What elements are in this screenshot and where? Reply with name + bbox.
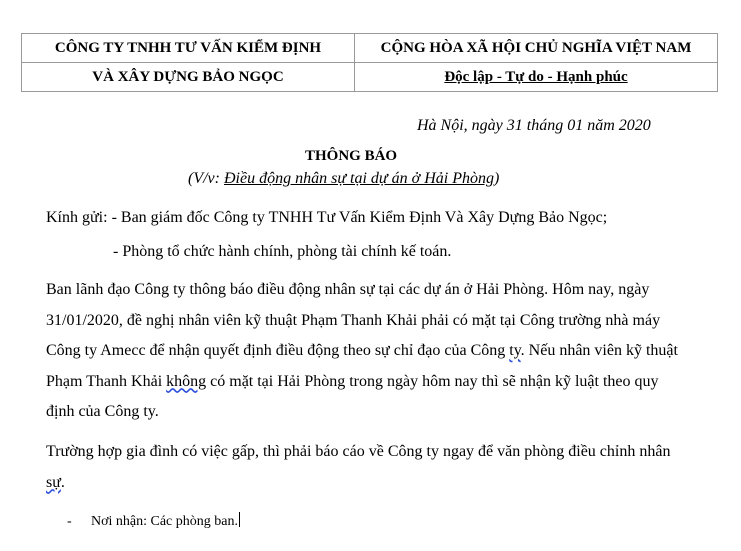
spellcheck-word-su: sự [46, 473, 61, 491]
p1-part-b: . Nếu nhân viên kỹ thuật Phạm Thanh Khải [46, 342, 678, 390]
text-cursor [239, 512, 240, 527]
company-name-line2: VÀ XÂY DỰNG BẢO NGỌC [22, 63, 355, 92]
footer-recipients-text: Nơi nhận: Các phòng ban. [91, 514, 238, 529]
p1-part-c: có mặt tại Hải Phòng trong ngày hôm nay thì sẽ nhận kỹ luật theo quy định của Công ty. [46, 372, 659, 420]
header-table [21, 33, 718, 92]
body-paragraph-2 [46, 437, 686, 498]
motto: Độc lập - Tự do - Hạnh phúc [444, 68, 628, 85]
bullet-dash: - [67, 514, 72, 529]
footer-recipients[interactable] [67, 512, 240, 530]
p1-part-a: Ban lãnh đạo Công ty thông báo điều động nhân sự tại các dự án ở Hải Phòng. Hôm nay, ngày 31/01/2020, đề nghị nhân viên kỹ thuật Phạm Thanh Khải phải có mặt tại Công trường nhà máy Công ty Amecc để nhận quyết định điều động theo sự chỉ đạo của Công [46, 281, 661, 359]
nation-name: CỘNG HÒA XÃ HỘI CHỦ NGHĨA VIỆT NAM [355, 34, 718, 63]
date-line: Hà Nội, ngày 31 tháng 01 năm 2020 [417, 117, 651, 134]
recipient-line-2: - Phòng tổ chức hành chính, phòng tài chính kế toán. [113, 243, 452, 260]
company-name-line1: CÔNG TY TNHH TƯ VẤN KIỂM ĐỊNH [22, 34, 355, 63]
document-title: THÔNG BÁO [305, 148, 398, 164]
spellcheck-word-ty: ty [509, 342, 521, 359]
recipient-line-1: Kính gửi: - Ban giám đốc Công ty TNHH Tư Vấn Kiểm Định Và Xây Dựng Bảo Ngọc; [46, 209, 608, 226]
subject-suffix: ) [493, 170, 500, 187]
p2-part-a: Trường hợp gia đình có việc gấp, thì phải báo cáo về Công ty ngay để văn phòng điều chỉnh nhân [46, 443, 671, 460]
body-paragraph-1 [46, 275, 686, 428]
subject-text: Điều động nhân sự tại dự án ở Hải Phòng [223, 170, 494, 187]
p2-part-b: . [60, 473, 65, 491]
subject-prefix: (V/v: [188, 170, 224, 187]
spellcheck-word-khong: không [166, 372, 207, 390]
document-subject [188, 170, 499, 188]
motto-cell [355, 63, 718, 92]
